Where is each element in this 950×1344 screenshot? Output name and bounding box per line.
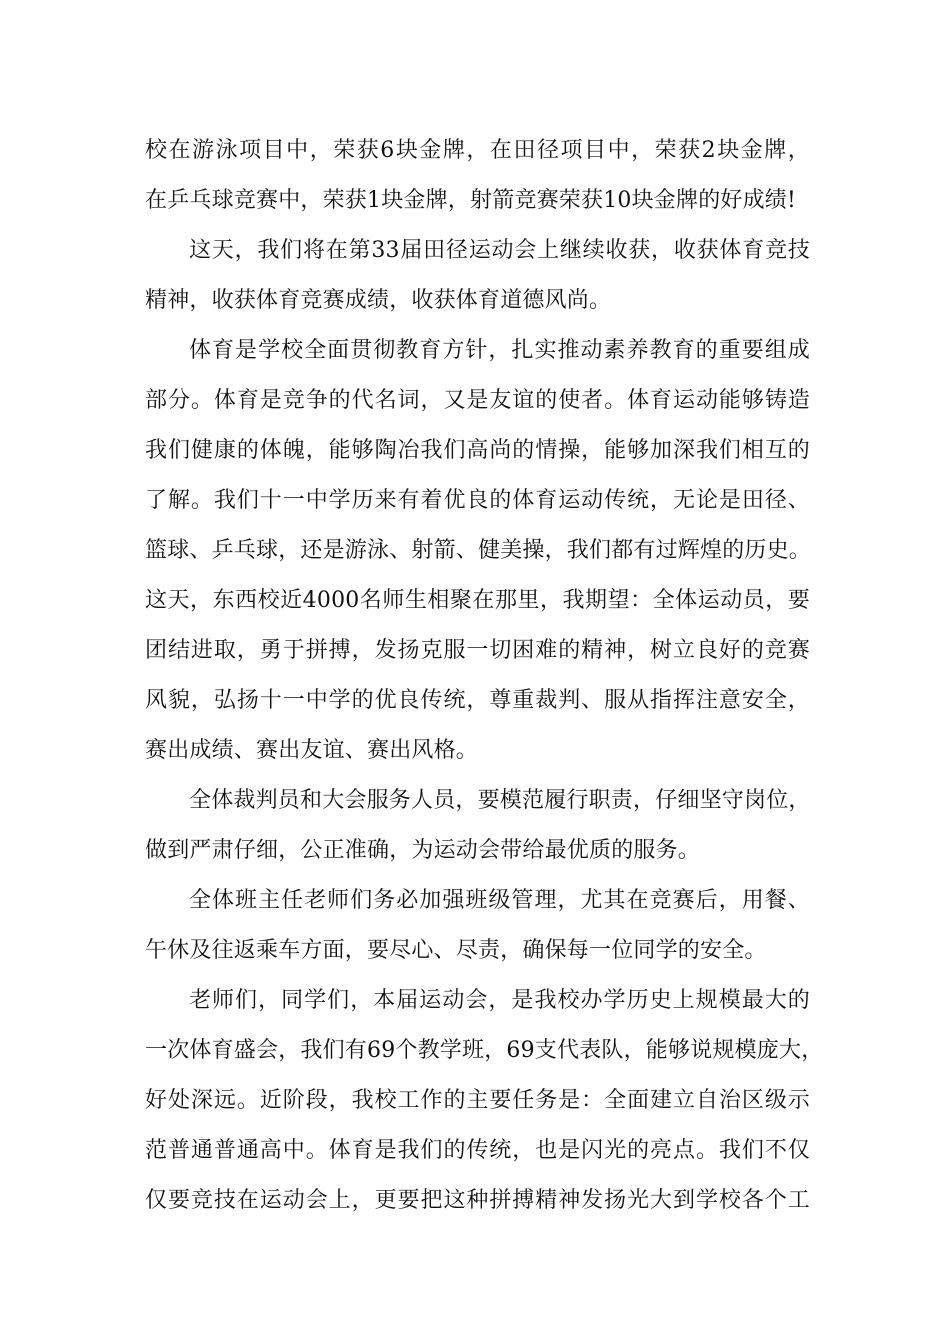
- text-line: 风貌，弘扬十一中学的优良传统，尊重裁判、服从指挥注意安全，: [145, 688, 810, 713]
- text-line: 好处深远。近阶段，我校工作的主要任务是：全面建立自治区级示: [145, 1088, 810, 1113]
- text-line: 做到严肃仔细，公正准确，为运动会带给最优质的服务。: [145, 838, 701, 863]
- paragraph-4: [145, 776, 810, 876]
- text-line: 体育是学校全面贯彻教育方针，扎实推动素养教育的重要组成: [189, 338, 810, 363]
- text-line: 全体班主任老师们务必加强班级管理，尤其在竞赛后，用餐、: [189, 888, 810, 913]
- text-line: 精神，收获体育竞赛成绩，收获体育道德风尚。: [145, 288, 612, 313]
- document-body: [145, 126, 824, 1226]
- paragraph-1: [145, 126, 810, 226]
- text-line: 一次体育盛会，我们有69个教学班，69支代表队，能够说规模庞大，: [145, 1038, 824, 1063]
- text-line: 校在游泳项目中，荣获6块金牌，在田径项目中，荣获2块金牌，: [145, 138, 810, 163]
- text-line: 在乒乓球竞赛中，荣获1块金牌，射箭竞赛荣获10块金牌的好成绩!: [145, 188, 797, 213]
- text-line: 篮球、乒乓球，还是游泳、射箭、健美操，我们都有过辉煌的历史。: [145, 538, 812, 563]
- text-line: 仅要竞技在运动会上，更要把这种拼搏精神发扬光大到学校各个工: [145, 1188, 810, 1213]
- text-line: 赛出成绩、赛出友谊、赛出风格。: [145, 738, 479, 763]
- text-line: 午休及往返乘车方面，要尽心、尽责，确保每一位同学的安全。: [145, 938, 767, 963]
- text-line: 老师们，同学们，本届运动会，是我校办学历史上规模最大的: [189, 988, 810, 1013]
- text-line: 这天，我们将在第33届田径运动会上继续收获，收获体育竞技: [189, 238, 810, 263]
- text-line: 范普通普通高中。体育是我们的传统，也是闪光的亮点。我们不仅: [145, 1138, 810, 1163]
- paragraph-2: [145, 226, 810, 326]
- text-line: 团结进取，勇于拼搏，发扬克服一切困难的精神，树立良好的竞赛: [145, 638, 810, 663]
- paragraph-6: [145, 976, 824, 1226]
- text-line: 全体裁判员和大会服务人员，要模范履行职责，仔细坚守岗位，: [189, 788, 811, 813]
- paragraph-3: [145, 326, 810, 776]
- text-line: 了解。我们十一中学历来有着优良的体育运动传统，无论是田径、: [145, 488, 810, 513]
- text-line: 这天，东西校近4000名师生相聚在那里，我期望：全体运动员，要: [145, 588, 810, 613]
- text-line: 部分。体育是竞争的代名词，又是友谊的使者。体育运动能够铸造: [145, 388, 810, 413]
- paragraph-5: [145, 876, 810, 976]
- text-line: 我们健康的体魄，能够陶冶我们高尚的情操，能够加深我们相互的: [145, 438, 810, 463]
